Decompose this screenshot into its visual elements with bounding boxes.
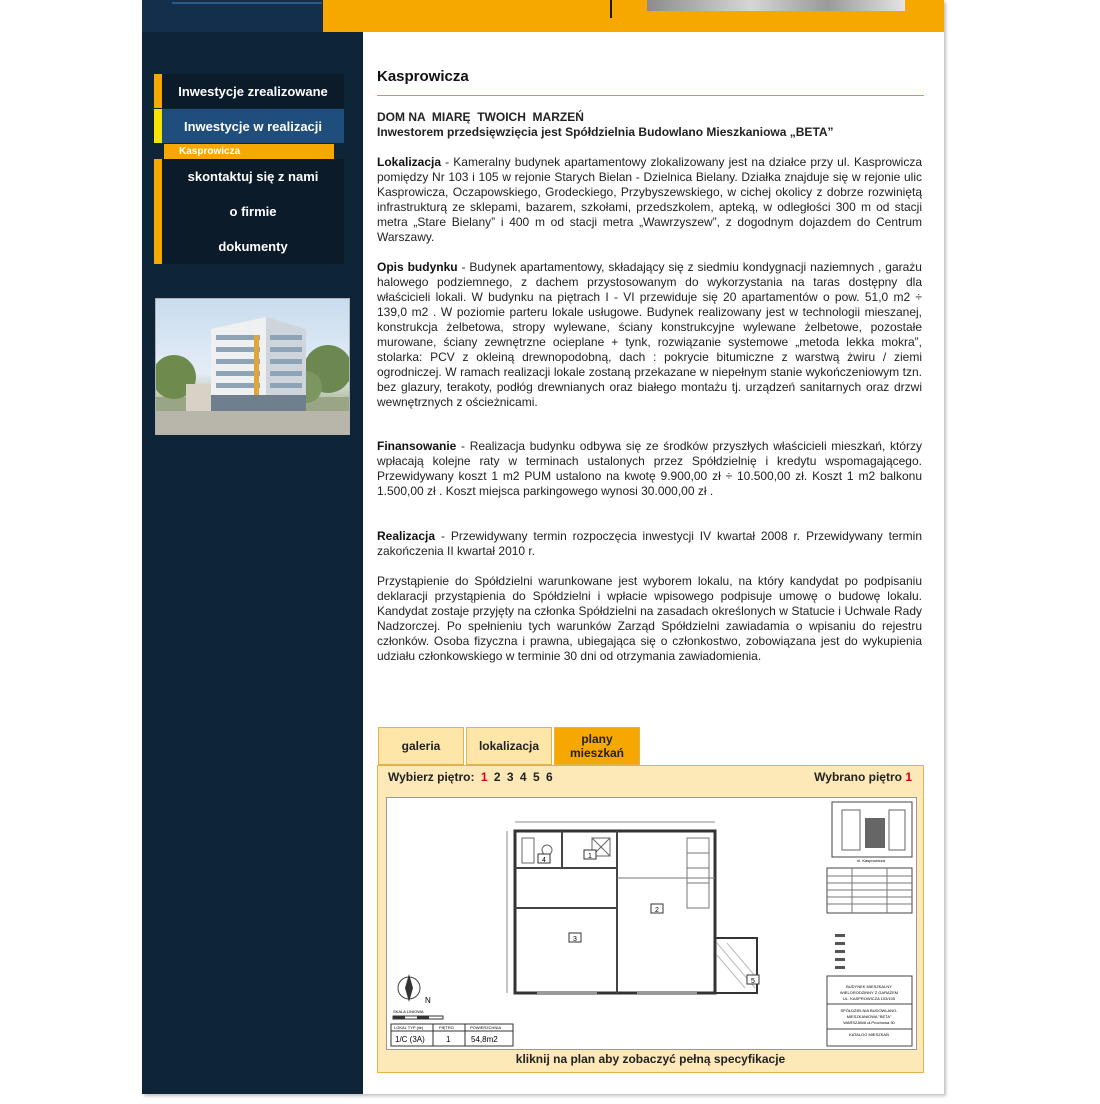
sidebar (142, 32, 363, 1094)
floor-selector-label: Wybierz piętro: (388, 770, 475, 784)
selected-floor-indicator (814, 770, 912, 784)
nav-item-label: o firmie (229, 204, 277, 219)
nav-item-kontakt[interactable] (154, 159, 344, 194)
unit-floor: 1 (446, 1035, 451, 1044)
nav-item-label: Inwestycje zrealizowane (178, 83, 328, 99)
floor-link-6[interactable]: 6 (545, 770, 553, 784)
closing-paragraph: Przystąpienie do Spółdzielni warunkowane jest wyborem lokalu, na który kandydat po podpisaniu deklaracji przystąpienia do Spółdzielni i wpłacie wpisowego podpisuje umowę o budowę lokalu. Kandydat zostaje przyjęty na członka Spółdzielni na zasadach określonych w Statucie i Uchwale Rady Nadzorczej. Po spełnieniu tych warunków Zarząd Spółdzielni zawiadamia o wpisaniu do rejestru członków. Osoba fizyczna i prawna, ubiegająca się o członkostwo, zobowiązana jest do wykupienia udziału członkowskiego w terminie 30 dni od otrzymania zawiadomienia. (377, 574, 922, 663)
nav-item-inwestycje-w-realizacji[interactable] (154, 109, 344, 143)
unit-type: 1/C (3A) (395, 1035, 425, 1044)
room-number: 1 (588, 853, 592, 860)
header-divider (610, 0, 612, 18)
header-photo (647, 0, 905, 11)
section-text: - Kameralny budynek apartamentowy zlokalizowany jest na działce przy ul. Kasprowicza pomiędzy Nr 103 i 105 w rejonie Starych Bielan - Dzielnica Bielany. Działka znajduje się w rejonie ulic Kasprowicza, Oczapowskiego, Grodeckiego, Przybyszewskiego, w cichej okolicy z dobrze rozwiniętą infrastrukturą ze sklepami, bazarem, szkołami, przedszkolem, apteką, w odległości 300 m od stacji metra „Stare Bielany” i 400 m od stacji metra „Wawrzyszew”, z dogodnym dojazdem do Centrum Warszawy. (377, 155, 922, 244)
nav-item-o-firmie[interactable] (154, 194, 344, 229)
section-label: Lokalizacja (377, 155, 442, 169)
section-text: - Budynek apartamentowy, składający się z siedmiu kondygnacji naziemnych , garażu halowego podziemnego, z dachem przystosowanym do wykorzystania na taras dostępny dla właścicieli lokali. W budynku na piętrach I - VI przewiduje się 20 apartamentów o pow. 51,0 m2 ÷ 139,0 m2 . W poziomie parteru lokale usługowe. Budynek realizowany jest w technologii mieszanej, konstrukcja żelbetowa, stropy wylewane, ściany konstrukcyjne wylewane żelbetowe, pozostałe murowane, ściany zewnętrzne ocieplane + tynk, rozwiązanie systemowe „metoda lekka mokra”, stolarka: PCV z okleiną drewnopodobną, dach : pokrycie bitumiczne z warstwą żwiru / ziemi ogrodniczej. W ramach realizacji lokale zostaną przekazane w niepełnym stanie wykończeniowym tzn. bez glazury, terakoty, podłóg drewnianych oraz białego montażu tj. urządzeń sanitarnych oraz drzwi wewnętrznych z ościeżnicami. (377, 260, 922, 409)
floor-link-1[interactable]: 1 (480, 770, 488, 784)
section-label: Opis budynku (377, 260, 458, 274)
header-left-block (142, 0, 323, 32)
room-number: 2 (655, 907, 659, 914)
section-text: - Przewidywany termin rozpoczęcia inwestycji IV kwartał 2008 r. Przewidywany termin zakończenia II kwartał 2010 r. (377, 529, 922, 558)
stamp-line: BUDYNEK MIESZKALNY (846, 984, 892, 989)
stamp-line: MIESZKANIOWA "BETA" (846, 1014, 892, 1019)
floor-link-5[interactable]: 5 (532, 770, 540, 784)
floor-link-4[interactable]: 4 (519, 770, 527, 784)
floor-plan-image[interactable] (386, 797, 917, 1050)
table-header-cell: PIĘTRO (439, 1025, 454, 1030)
tab-plany-mieszkan[interactable]: plany mieszkań (554, 727, 640, 765)
floor-plan-panel (377, 765, 924, 1073)
room-number: 5 (751, 978, 755, 985)
stamp-line: KATALOG MIESZKAŃ (849, 1032, 889, 1037)
section-lokalizacja (377, 155, 922, 245)
stamp-line: WARSZAWA ul.Prochowa 30 (843, 1020, 895, 1025)
section-finansowanie (377, 439, 922, 499)
investor-line: Inwestorem przedsięwzięcia jest Spółdzielnia Budowlano Mieszkaniowa „BETA” (377, 125, 834, 139)
table-header-cell: LOKAL TYP (ile) (394, 1025, 424, 1030)
floor-link-2[interactable]: 2 (493, 770, 501, 784)
subnav-item-kasprowicza[interactable]: Kasprowicza (164, 144, 334, 159)
north-mark: N (425, 996, 431, 1005)
nav-item-label: Inwestycje w realizacji (183, 118, 323, 134)
section-realizacja (377, 529, 922, 559)
selected-floor-label: Wybrano piętro (814, 770, 902, 784)
stamp-line: UL. KASPROWICZA 103/105 (842, 996, 896, 1001)
title-divider (377, 95, 924, 96)
scale-label: SKALA LINIOWA (393, 1009, 424, 1014)
room-number: 4 (542, 857, 546, 864)
page-frame (142, 0, 944, 1094)
headline: DOM NA MIARĘ TWOICH MARZEŃ (377, 110, 584, 124)
room-number: 3 (573, 936, 577, 943)
unit-area: 54,8m2 (471, 1035, 498, 1044)
tab-galeria[interactable]: galeria (378, 727, 464, 765)
nav-item-inwestycje-zrealizowane[interactable] (154, 74, 344, 108)
section-opis-budynku (377, 260, 922, 410)
section-text: - Realizacja budynku odbywa się ze środków przyszłych właścicieli mieszkań, którzy wpłacają kolejne raty w terminach ustalonych przez Spółdzielnię i kredytu wspomagającego. Przewidywany koszt 1 m2 PUM ustalono na kwotę 9.900,00 zł ÷ 10.500,00 zł. Koszt 1 m2 balkonu 1.500,00 zł . Koszt miejsca parkingowego wynosi 30.000,00 zł . (377, 439, 922, 498)
nav-item-dokumenty[interactable] (154, 229, 344, 264)
legend-caption: ul. Kasprowicza (857, 858, 886, 863)
stamp-line: WIELORODZINNY Z GARAŻEM (839, 990, 899, 995)
floor-link-3[interactable]: 3 (506, 770, 514, 784)
table-header-cell: POWIERZCHNIA (470, 1025, 502, 1030)
tab-bar (377, 727, 924, 765)
header-bar (142, 0, 944, 32)
stamp-line: SPÓŁDZIELNIA BUDOWLANO- (840, 1008, 898, 1013)
page-title: Kasprowicza (377, 68, 469, 85)
tab-lokalizacja[interactable]: lokalizacja (466, 727, 552, 765)
building-image (155, 298, 350, 435)
section-label: Realizacja (377, 529, 436, 543)
section-label: Finansowanie (377, 439, 457, 453)
selected-floor-number: 1 (905, 770, 912, 784)
lead-block (377, 110, 922, 140)
plan-caption: kliknij na plan aby zobaczyć pełną specyfikacje (515, 1052, 786, 1066)
nav-item-label: dokumenty (218, 239, 288, 254)
nav-item-label: skontaktuj się z nami (187, 169, 319, 184)
floor-selector (388, 770, 553, 784)
